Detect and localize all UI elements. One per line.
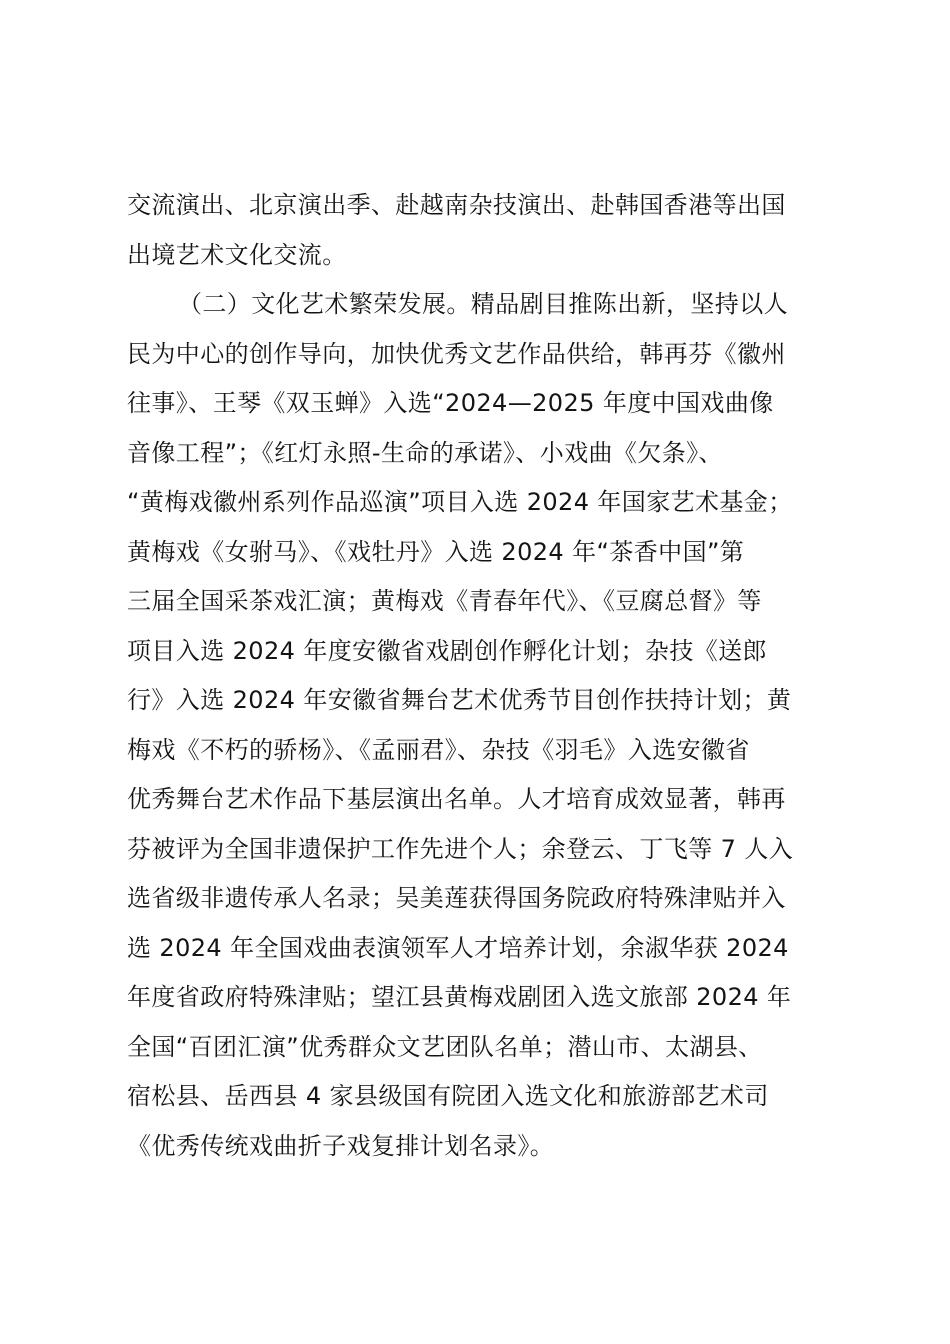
text-line: 音像工程”；《红灯永照-生命的承诺》、小戏曲《欠条》、 (127, 438, 723, 467)
text-line: 三届全国采茶戏汇演；黄梅戏《青春年代》、《豆腐总督》等 (127, 587, 762, 615)
text-line: 选 2024 年全国戏曲表演领军人才培养计划，余淑华获 2024 (127, 933, 789, 962)
text-line: 项目入选 2024 年度安徽省戏剧创作孵化计划；杂技《送郎 (127, 636, 767, 665)
text-line: 芬被评为全国非遗保护工作先进个人；余登云、丁飞等 7 人入 (127, 834, 794, 863)
text-line: 《优秀传统戏曲折子戏复排计划名录》。 (127, 1131, 555, 1160)
text-line: 黄梅戏《女驸马》、《戏牡丹》入选 2024 年“茶香中国”第 (127, 537, 745, 566)
text-line: “黄梅戏徽州系列作品巡演”项目入选 2024 年国家艺术基金； (127, 488, 793, 516)
text-line: 优秀舞台艺术作品下基层演出名单。人才培育成效显著，韩再 (127, 785, 786, 813)
text-line: 交流演出、北京演出季、赴越南杂技演出、赴韩国香港等出国 (127, 191, 786, 219)
text-line: 宿松县、岳西县 4 家县级国有院团入选文化和旅游部艺术司 (127, 1082, 769, 1110)
text-line: 民为中心的创作导向，加快优秀文艺作品供给，韩再芬《徽州 (127, 339, 786, 368)
section-heading-line: （二）文化艺术繁荣发展。精品剧目推陈出新，坚持以人 (178, 290, 788, 318)
text-line: 全国“百团汇演”优秀群众文艺团队名单；潜山市、太湖县、 (127, 1032, 763, 1061)
text-line: 梅戏《不朽的骄杨》、《孟丽君》、杂技《羽毛》入选安徽省 (127, 735, 750, 764)
body-text (127, 181, 839, 1171)
text-line: 选省级非遗传承人名录；吴美莲获得国务院政府特殊津贴并入 (127, 884, 786, 912)
text-line: 出境艺术文化交流。 (127, 240, 347, 269)
text-line: 行》入选 2024 年安徽省舞台艺术优秀节目创作扶持计划；黄 (127, 686, 792, 714)
text-line: 往事》、王琴《双玉蝉》入选“2024—2025 年度中国戏曲像 (127, 389, 774, 417)
text-line: 年度省政府特殊津贴；望江县黄梅戏剧团入选文旅部 2024 年 (127, 983, 792, 1011)
